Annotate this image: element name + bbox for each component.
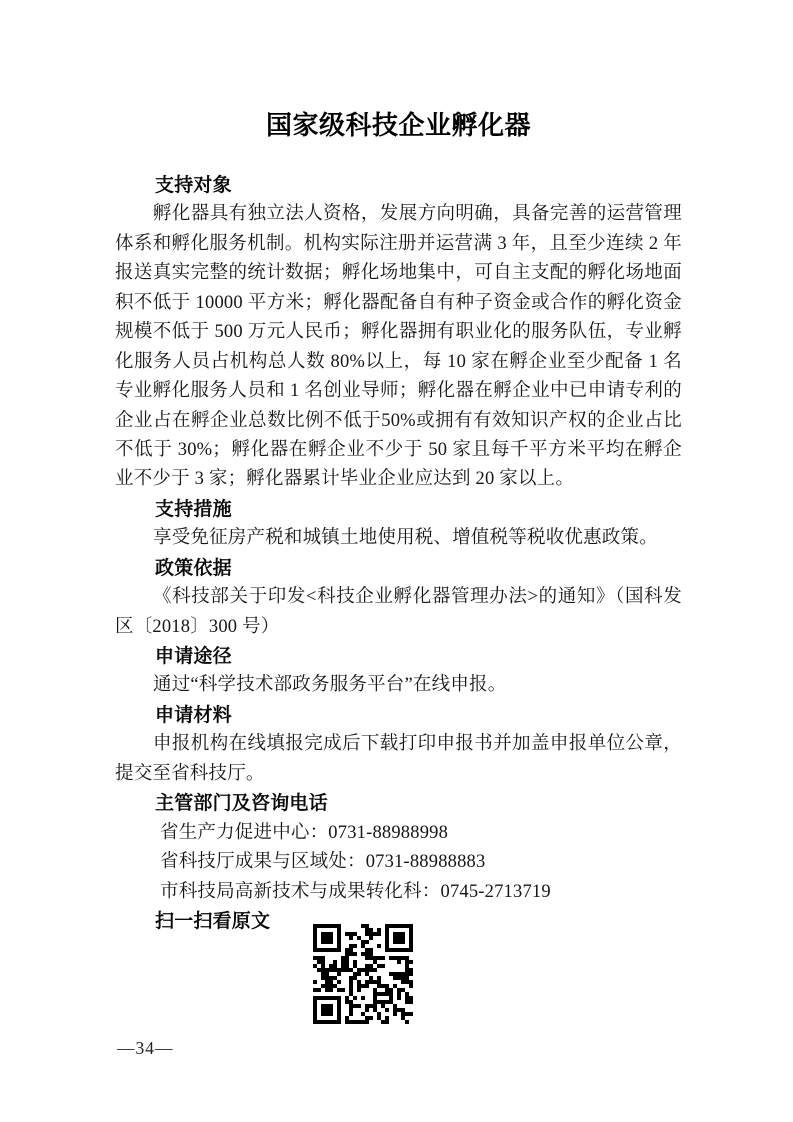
text-line: 区〔2018〕300 号）	[115, 616, 280, 637]
document-body	[115, 171, 682, 936]
section-heading: 支持对象	[155, 175, 232, 196]
section-support-measures	[115, 495, 682, 554]
text-line: 专业孵化服务人员和 1 名创业导师；孵化器在孵企业中已申请专利的	[115, 381, 682, 402]
section-heading: 申请途径	[155, 646, 232, 667]
section-support-target	[115, 171, 682, 495]
text-line: 提交至省科技厅。	[115, 763, 265, 784]
contact-line: 省生产力促进中心：0731-88988998	[160, 822, 449, 843]
section-heading: 申请材料	[155, 704, 232, 726]
section-policy-basis	[115, 554, 682, 642]
text-line: 报送真实完整的统计数据；孵化场地集中，可自主支配的孵化场地面	[115, 263, 682, 284]
text-line: 不低于 30%；孵化器在孵企业不少于 50 家且每千平方米平均在孵企	[115, 439, 682, 460]
text-line: 规模不低于 500 万元人民币；孵化器拥有职业化的服务队伍，专业孵	[115, 322, 682, 343]
text-line: 通过“科学技术部政务服务平台”在线申报。	[153, 675, 507, 696]
section-application-channel	[115, 642, 682, 701]
text-line: 申报机构在线填报完成后下载打印申报书并加盖申报单位公章，	[153, 734, 682, 755]
qr-code-icon	[313, 924, 413, 1024]
text-line: 业不少于 3 家；孵化器累计毕业企业应达到 20 家以上。	[115, 469, 575, 490]
text-line: 企业占在孵企业总数比例不低于50%或拥有有效知识产权的企业占比	[115, 410, 682, 431]
page-number: —34—	[117, 1038, 174, 1058]
contact-line: 市科技局高新技术与成果转化科：0745-2713719	[160, 881, 551, 902]
section-application-materials	[115, 701, 682, 789]
section-heading: 主管部门及咨询电话	[155, 793, 328, 815]
text-line: 体系和孵化服务机制。机构实际注册并运营满 3 年，且至少连续 2 年	[115, 233, 682, 254]
text-line: 孵化器具有独立法人资格，发展方向明确，具备完善的运营管理	[153, 204, 682, 225]
section-heading: 政策依据	[155, 557, 232, 579]
page-title: 国家级科技企业孵化器	[265, 111, 531, 140]
text-line: 享受免征房产税和城镇土地使用税、增值税等税收优惠政策。	[153, 528, 658, 549]
contact-line: 省科技厅成果与区域处：0731-88988883	[160, 852, 486, 873]
text-line: 《科技部关于印发<科技企业孵化器管理办法>的通知》（国科发	[153, 587, 682, 608]
text-line: 积不低于 10000 平方米；孵化器配备自有种子资金或合作的孵化资金	[115, 292, 682, 313]
section-heading: 扫一扫看原文	[155, 910, 271, 932]
section-contact	[115, 789, 682, 907]
section-heading: 支持措施	[155, 498, 232, 520]
text-line: 化服务人员占机构总人数 80%以上，每 10 家在孵企业至少配备 1 名	[115, 351, 682, 372]
